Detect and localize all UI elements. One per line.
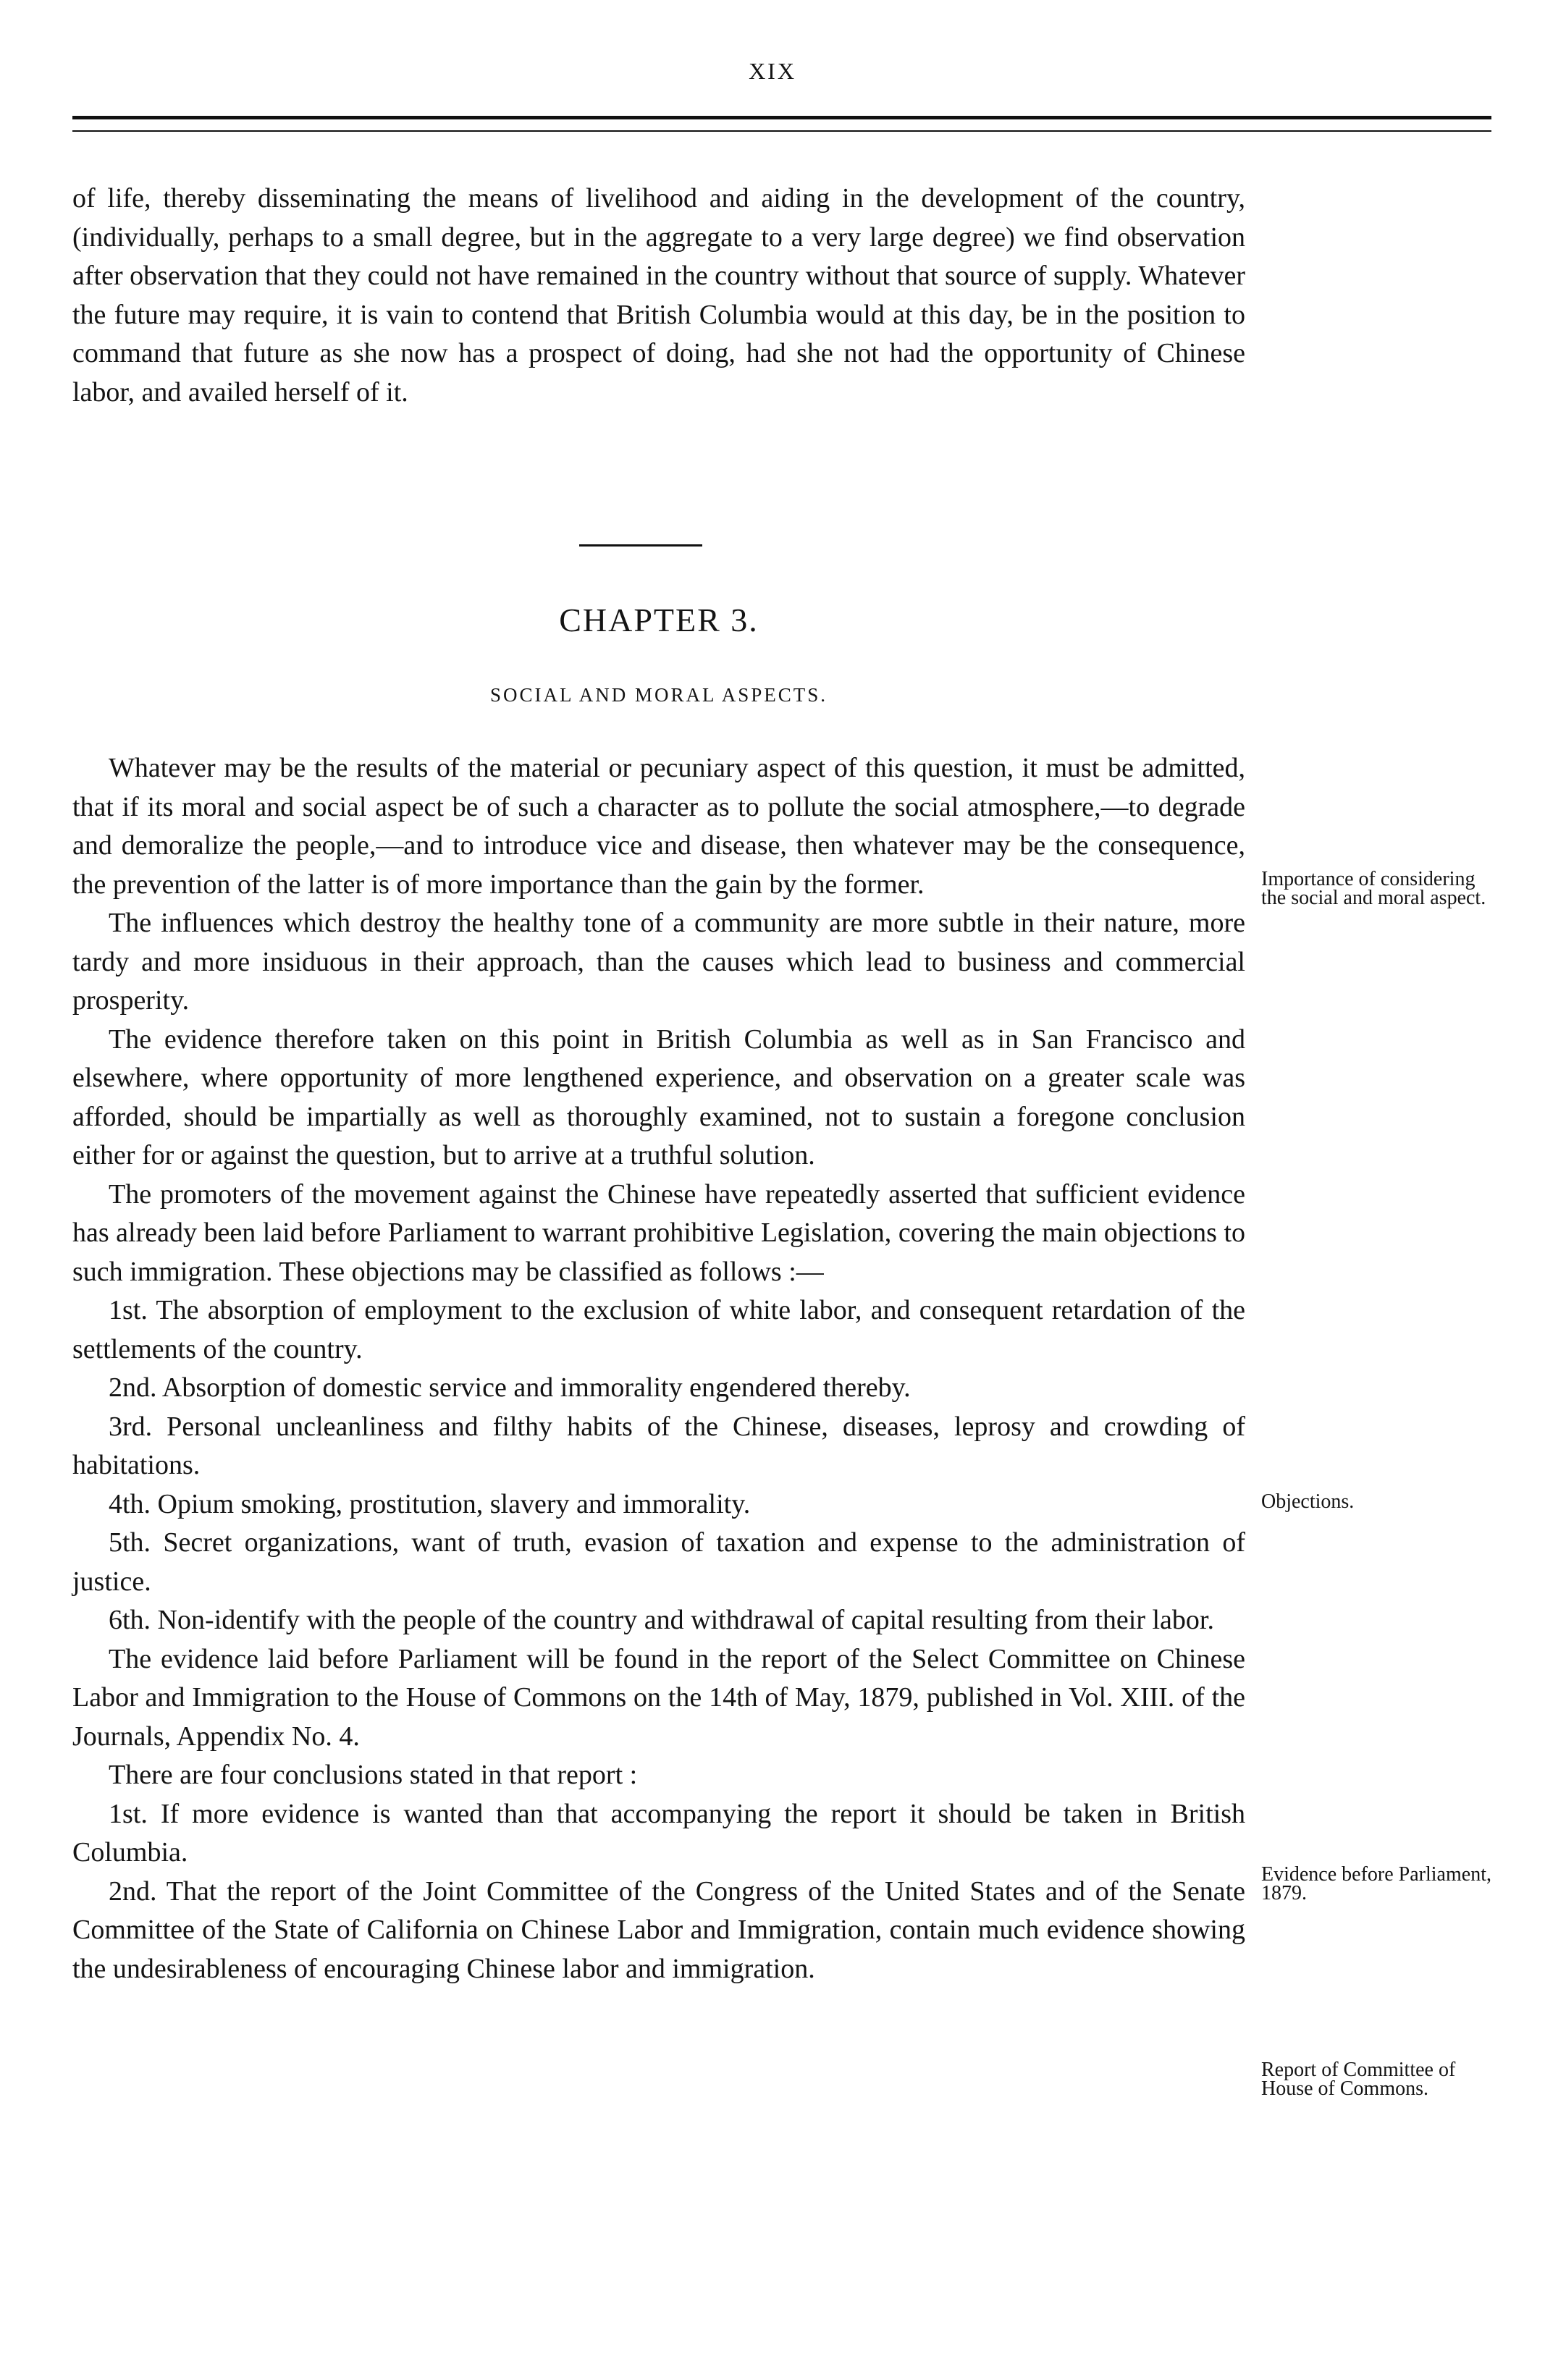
paragraph: The influences which destroy the healthy tone of a community are more subtle in their nature, more tardy and more insiduous in their approach, than the causes which lead to business and commercial prosperity. (72, 908, 1245, 1016)
opening-text (72, 180, 1245, 412)
objection-item: 5th. Secret organizations, want of truth, evasion of taxation and expense to the administration of justice. (72, 1527, 1245, 1597)
paragraph: The evidence therefore taken on this point in British Columbia as well as in San Francisco and elsewhere, where opportunity of more lengthened experience, and observation on a greater scale was afforded, should be impartially as well as thoroughly examined, not to sustain a foregone conclusion either for or against the question, but to arrive at a truthful solution. (72, 1024, 1245, 1170)
margin-note-evidence: Evidence before Parliament, 1879. (1261, 1863, 1491, 1904)
conclusion-item: 1st. If more evidence is wanted than that accompanying the report it should be taken in British Columbia. (72, 1798, 1245, 1868)
opening-paragraph: of life, thereby disseminating the means of livelihood and aiding in the development of the country, (individually, perhaps to a small degree, but in the aggregate to a very large degree) we find observation after observation that they could not have remained in the country without that source of supply. Whatever the future may require, it is vain to contend that British Columbia would at this day, be in the position to command that future as she now has a prospect of doing, had she not had the opportunity of Chinese labor, and availed herself of it. (72, 183, 1245, 408)
header-rule-thin (72, 130, 1491, 132)
objection-item: 3rd. Personal uncleanliness and filthy habits of the Chinese, diseases, leprosy and crowding of habitations. (72, 1411, 1245, 1480)
objection-item: 1st. The absorption of employment to the exclusion of white labor, and consequent retardation of the settlements of the country. (72, 1295, 1245, 1364)
chapter-subtitle: SOCIAL AND MORAL ASPECTS. (489, 684, 828, 706)
margin-note-report: Report of Committee of House of Commons. (1261, 2059, 1456, 2100)
section-divider (579, 544, 702, 547)
conclusion-item: 2nd. That the report of the Joint Committee of the Congress of the United States and of the Senate Committee of the State of California on Chinese Labor and Immigration, contain much evidence showing the undesirableness of encouraging Chinese labor and immigration. (72, 1875, 1245, 1984)
chapter-body (72, 749, 1245, 1988)
paragraph: Whatever may be the results of the material or pecuniary aspect of this question, it must be admitted, that if its moral and social aspect be of such a character as to pollute the social atmosphere,—to degrade and demoralize the people,—and to introduce vice and disease, then whatever may be the consequence, the prevention of the latter is of more importance than the gain by the former. (72, 753, 1245, 900)
margin-note-importance: Importance of considering the social and moral aspect. (1261, 868, 1486, 909)
paragraph: There are four conclusions stated in that report : (109, 1760, 638, 1790)
paragraph: The promoters of the movement against the Chinese have repeatedly asserted that sufficient evidence has already been laid before Parliament to warrant prohibitive Legislation, covering the main objections to such immigration. These objections may be classified as follows :— (72, 1178, 1245, 1287)
paragraph: The evidence laid before Parliament will be found in the report of the Select Committee on Chinese Labor and Immigration to the House of Commons on the 14th of May, 1879, published in Vol. XIII. of the Journals, Appendix No. 4. (72, 1643, 1245, 1752)
objection-item: 2nd. Absorption of domestic service and immorality engendered thereby. (109, 1372, 911, 1403)
objection-item: 6th. Non-identify with the people of the country and withdrawal of capital resulting from their labor. (109, 1605, 1214, 1635)
page-number: XIX (749, 58, 796, 84)
margin-note-objections: Objections. (1261, 1490, 1355, 1513)
chapter-title: CHAPTER 3. (559, 602, 759, 638)
objection-item: 4th. Opium smoking, prostitution, slavery and immorality. (109, 1488, 751, 1519)
header-rule-thick (72, 116, 1491, 119)
